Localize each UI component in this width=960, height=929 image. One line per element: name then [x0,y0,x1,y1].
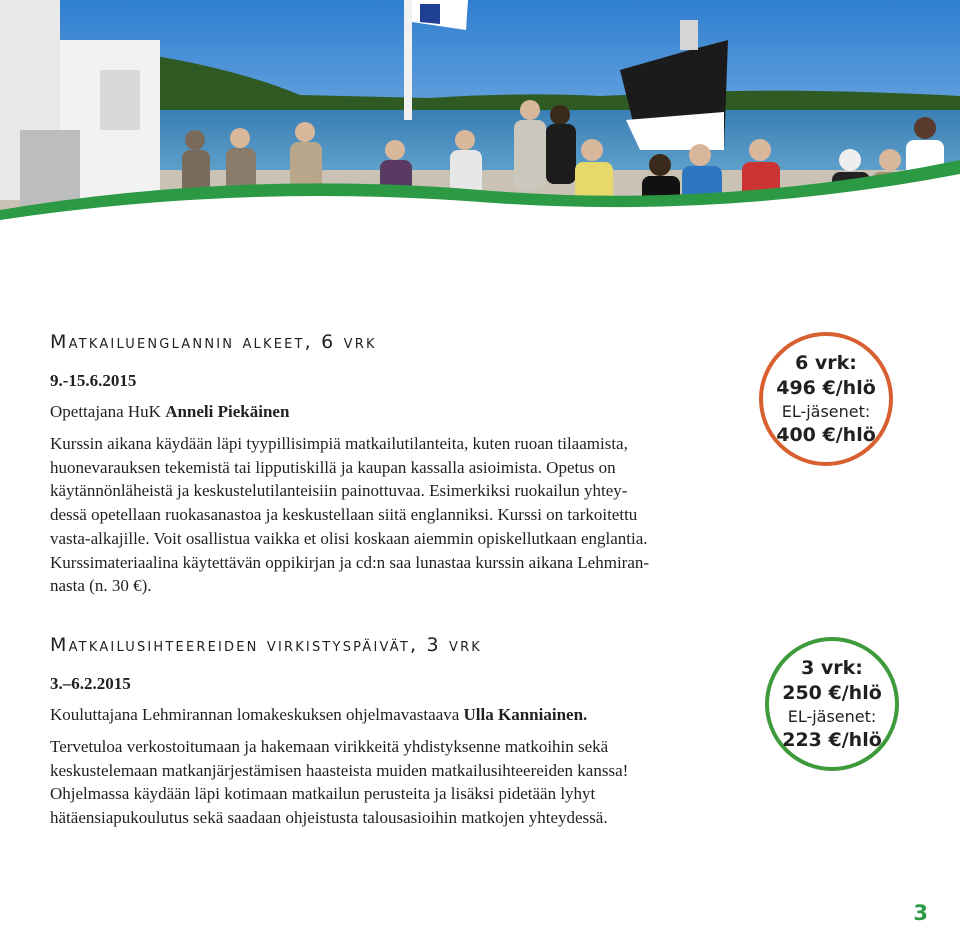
description-line: huonevarauksen tekemistä tai lipputiskillä ja kaupan kassalla asioimista. Opetus on [50,457,616,477]
course-date-secretaries: 3.–6.2.2015 [50,674,131,693]
description-line: Kurssimateriaalina käytettävän oppikirjan ja cd:n saa lunastaa kurssin aikana Lehmiran- [50,552,650,572]
course-heading-secretaries: Matkailusihteereiden virkistyspäivät, 3 vrk [50,634,483,656]
course-description-english [50,432,740,598]
description-line: Tervetuloa verkostoitumaan ja hakemaan virikkeitä yhdistyksenne matkoihin sekä [50,737,609,756]
description-line: hätäensiapukoulutus sekä saadaan ohjeistusta talousasioihin matkojen yhteydessä. [50,808,608,828]
price-badge-secretaries [765,637,899,771]
description-line: keskustelemaan matkanjärjestämisen haasteista muiden matkailusihteereiden kanssa! [50,760,629,780]
member-label: EL-jäsenet: [787,706,877,726]
page-number: 3 [913,901,928,925]
decorative-wave [0,150,960,232]
course-description-secretaries [50,735,740,830]
trainer-name: Ulla Kanniainen. [463,705,588,724]
header-photo [0,0,960,232]
price-badge-english [759,332,893,466]
description-line: Ohjelmassa käydään läpi kotimaan matkailun perusteita ja lisäksi pidetään lyhyt [50,784,596,804]
price-amount: 250 €/hlö [782,681,882,704]
teacher-prefix: Opettajana HuK [50,402,166,421]
description-line: dessä opetellaan ruokasanastoa ja keskustellaan siitä englanniksi. Kurssi on tarkoitettu [50,505,638,525]
price-amount: 496 €/hlö [776,376,876,399]
teacher-name: Anneli Piekäinen [165,402,290,421]
description-line: vasta-alkajille. Voit osallistua vaikka et olisi koskaan aiemmin opiskellutkaan englantia. [50,528,648,548]
course-date-english: 9.-15.6.2015 [50,371,137,390]
course-heading-english: Matkailuenglannin alkeet, 6 vrk [50,331,377,353]
description-line: nasta (n. 30 €). [50,576,152,596]
price-duration: 3 vrk: [801,656,863,679]
description-line: Kurssin aikana käydään läpi tyypillisimpiä matkailutilanteita, kuten ruoan tilaamista, [50,434,628,453]
trainer-prefix: Kouluttajana Lehmirannan lomakeskuksen ohjelmavastaava [50,705,464,724]
course-trainer-line [50,705,587,725]
member-price: 400 €/hlö [776,423,876,446]
description-line: käytännönläheistä ja keskustelutilanteisiin painottuvaa. Esimerkiksi ruokailun yhtey- [50,481,628,501]
member-label: EL-jäsenet: [781,401,871,421]
member-price: 223 €/hlö [782,728,882,751]
course-teacher-line [50,402,289,422]
price-duration: 6 vrk: [795,351,857,374]
